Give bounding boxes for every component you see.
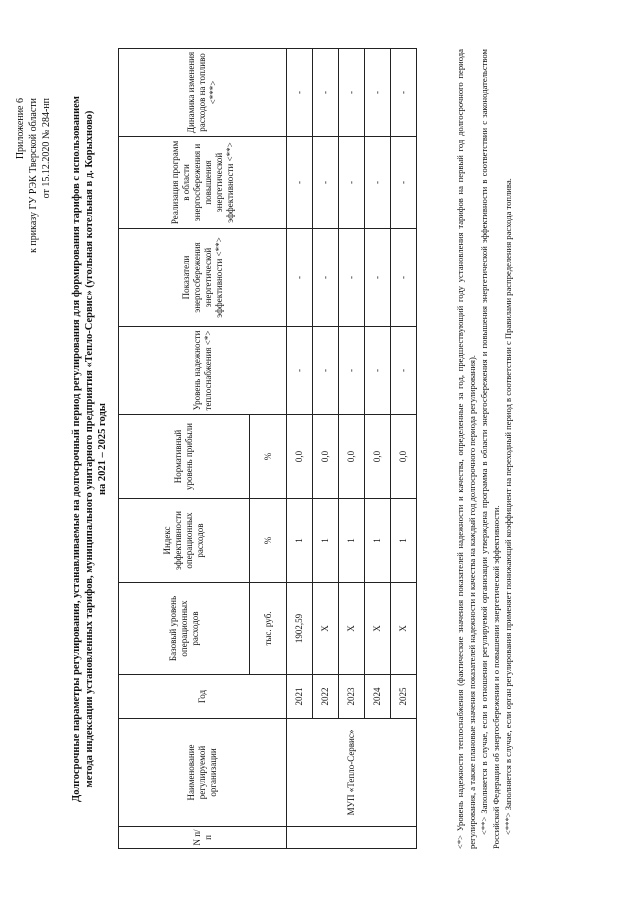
table-header-row [119, 49, 250, 849]
header-number: N п/п [119, 827, 287, 849]
cell-energy-indicators: - [313, 229, 339, 327]
appendix-header [14, 98, 53, 253]
cell-reliability: - [339, 327, 365, 415]
appendix-line-2: к приказу ГУ РЭК Тверской области [28, 98, 39, 253]
cell-profit-level: 0,0 [391, 415, 417, 499]
cell-year: 2025 [391, 675, 417, 719]
header-energy-indicators: Показатели энергосбережения энергетической эффективности <**> [119, 229, 287, 327]
cell-reliability: - [287, 327, 313, 415]
cell-base-opex: X [391, 583, 417, 675]
footnote-energy-program: <**> Заполняется в случае, если в отношении регулируемой организации утверждена программа в области энергосбережения и повышения энергетической эффективности в соответствии с законодательством Российской Федерации об энергосбережении и о повышении энергетической эффективности. [479, 49, 501, 849]
cell-energy-indicators: - [287, 229, 313, 327]
cell-year: 2022 [313, 675, 339, 719]
cell-efficiency-index: 1 [365, 499, 391, 583]
table-row [287, 49, 313, 849]
cell-fuel-dynamics: - [339, 49, 365, 137]
header-fuel-dynamics: Динамика изменения расходов на топливо <***> [119, 49, 287, 137]
cell-fuel-dynamics: - [287, 49, 313, 137]
cell-energy-indicators: - [339, 229, 365, 327]
document-title [70, 54, 109, 844]
cell-energy-indicators: - [391, 229, 417, 327]
header-organization: Наименование регулируемой организации [119, 719, 287, 827]
cell-year: 2023 [339, 675, 365, 719]
cell-fuel-dynamics: - [365, 49, 391, 137]
header-year: Год [119, 675, 287, 719]
header-reliability: Уровень надежности теплоснабжения <*> [119, 327, 287, 415]
cell-energy-program: - [313, 137, 339, 229]
title-line-3: на 2021 – 2025 годы [97, 403, 108, 496]
cell-year: 2024 [365, 675, 391, 719]
cell-base-opex: 1902,59 [287, 583, 313, 675]
cell-profit-level: 0,0 [339, 415, 365, 499]
cell-energy-program: - [287, 137, 313, 229]
appendix-line-3: от 15.12.2020 № 284-нп [41, 98, 52, 199]
cell-efficiency-index: 1 [313, 499, 339, 583]
cell-efficiency-index: 1 [287, 499, 313, 583]
cell-fuel-dynamics: - [391, 49, 417, 137]
cell-year: 2021 [287, 675, 313, 719]
cell-base-opex: X [365, 583, 391, 675]
cell-number [287, 827, 417, 849]
cell-efficiency-index: 1 [339, 499, 365, 583]
cell-reliability: - [313, 327, 339, 415]
cell-reliability: - [365, 327, 391, 415]
header-profit-level: Нормативный уровень прибыли [119, 415, 250, 499]
title-line-1: Долгосрочные параметры регулирования, устанавливаемые на долгосрочный период регулирования для формирования тарифов с использованием [71, 96, 82, 802]
footnote-fuel: <***> Заполняется в случае, если орган регулирования применяет понижающий коэффициент на переходный период в соответствии с Правилами распределения расхода топлива. [503, 178, 513, 835]
cell-energy-program: - [365, 137, 391, 229]
unit-profit-level: % [250, 415, 287, 499]
cell-energy-program: - [339, 137, 365, 229]
unit-base-opex: тыс. руб. [250, 583, 287, 675]
cell-energy-program: - [391, 137, 417, 229]
cell-organization: МУП «Тепло-Сервис» [287, 719, 417, 827]
header-base-opex: Базовый уровень операционных расходов [119, 583, 250, 675]
header-efficiency-index: Индекс эффективности операционных расходов [119, 499, 250, 583]
cell-reliability: - [391, 327, 417, 415]
cell-fuel-dynamics: - [313, 49, 339, 137]
cell-profit-level: 0,0 [287, 415, 313, 499]
cell-base-opex: X [313, 583, 339, 675]
footnotes [455, 49, 516, 849]
cell-efficiency-index: 1 [391, 499, 417, 583]
cell-profit-level: 0,0 [365, 415, 391, 499]
parameters-table [118, 48, 417, 849]
title-line-2: метода индексации установленных тарифов, муниципального унитарного предприятия «Тепло-Сервис» (угольная котельная в д. Корыхново) [84, 110, 95, 788]
cell-base-opex: X [339, 583, 365, 675]
unit-efficiency-index: % [250, 499, 287, 583]
footnote-reliability: <*> Уровень надежности теплоснабжения (фактические значения показателей надежности и качества, определенные за год, предшествующий году установления тарифов на первый год долгосрочного периода регулирования, а также плановые значения показателей надежности и качества на каждый год долгосрочного периода регулирования). [455, 49, 477, 849]
appendix-line-1: Приложение 6 [15, 98, 26, 160]
cell-profit-level: 0,0 [313, 415, 339, 499]
cell-energy-indicators: - [365, 229, 391, 327]
header-energy-program: Реализация программ в области энергосбережения и повышения энергетической эффективности <**> [119, 137, 287, 229]
